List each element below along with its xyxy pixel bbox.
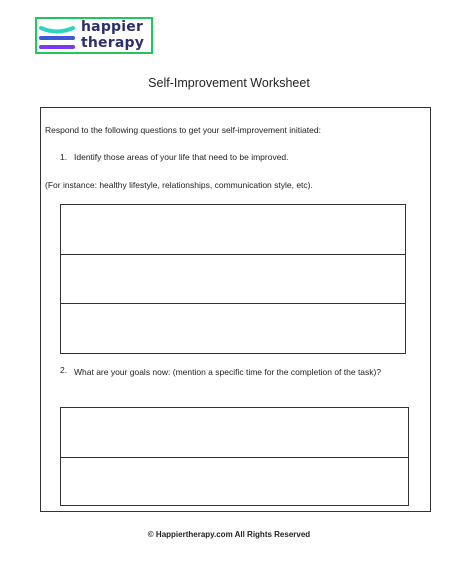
answer-row[interactable] — [61, 408, 408, 458]
question-1-text: Identify those areas of your life that need to be improved. — [74, 152, 289, 162]
answer-row[interactable] — [61, 205, 405, 255]
worksheet-title: Self-Improvement Worksheet — [148, 76, 310, 90]
question-2-text: What are your goals now: (mention a specific time for the completion of the task)? — [74, 367, 382, 377]
question-1-note: (For instance: healthy lifestyle, relationships, communication style, etc). — [45, 180, 313, 190]
answer-row[interactable] — [61, 458, 408, 505]
answer-box-2 — [60, 407, 409, 506]
answer-row[interactable] — [61, 255, 405, 304]
logo-line-2: therapy — [81, 35, 145, 51]
copyright-footer: © Happiertherapy.com All Rights Reserved — [147, 530, 311, 539]
question-1-number: 1. — [60, 152, 68, 162]
logo-wordmark — [81, 19, 144, 51]
answer-row[interactable] — [61, 304, 405, 353]
logo-line-1: happier — [81, 19, 144, 35]
brand-logo — [35, 17, 153, 54]
answer-box-1 — [60, 204, 406, 354]
question-2-number: 2. — [60, 365, 68, 375]
worksheet-intro: Respond to the following questions to get your self-improvement initiated: — [45, 125, 321, 135]
logo-stripes-icon — [38, 22, 76, 52]
